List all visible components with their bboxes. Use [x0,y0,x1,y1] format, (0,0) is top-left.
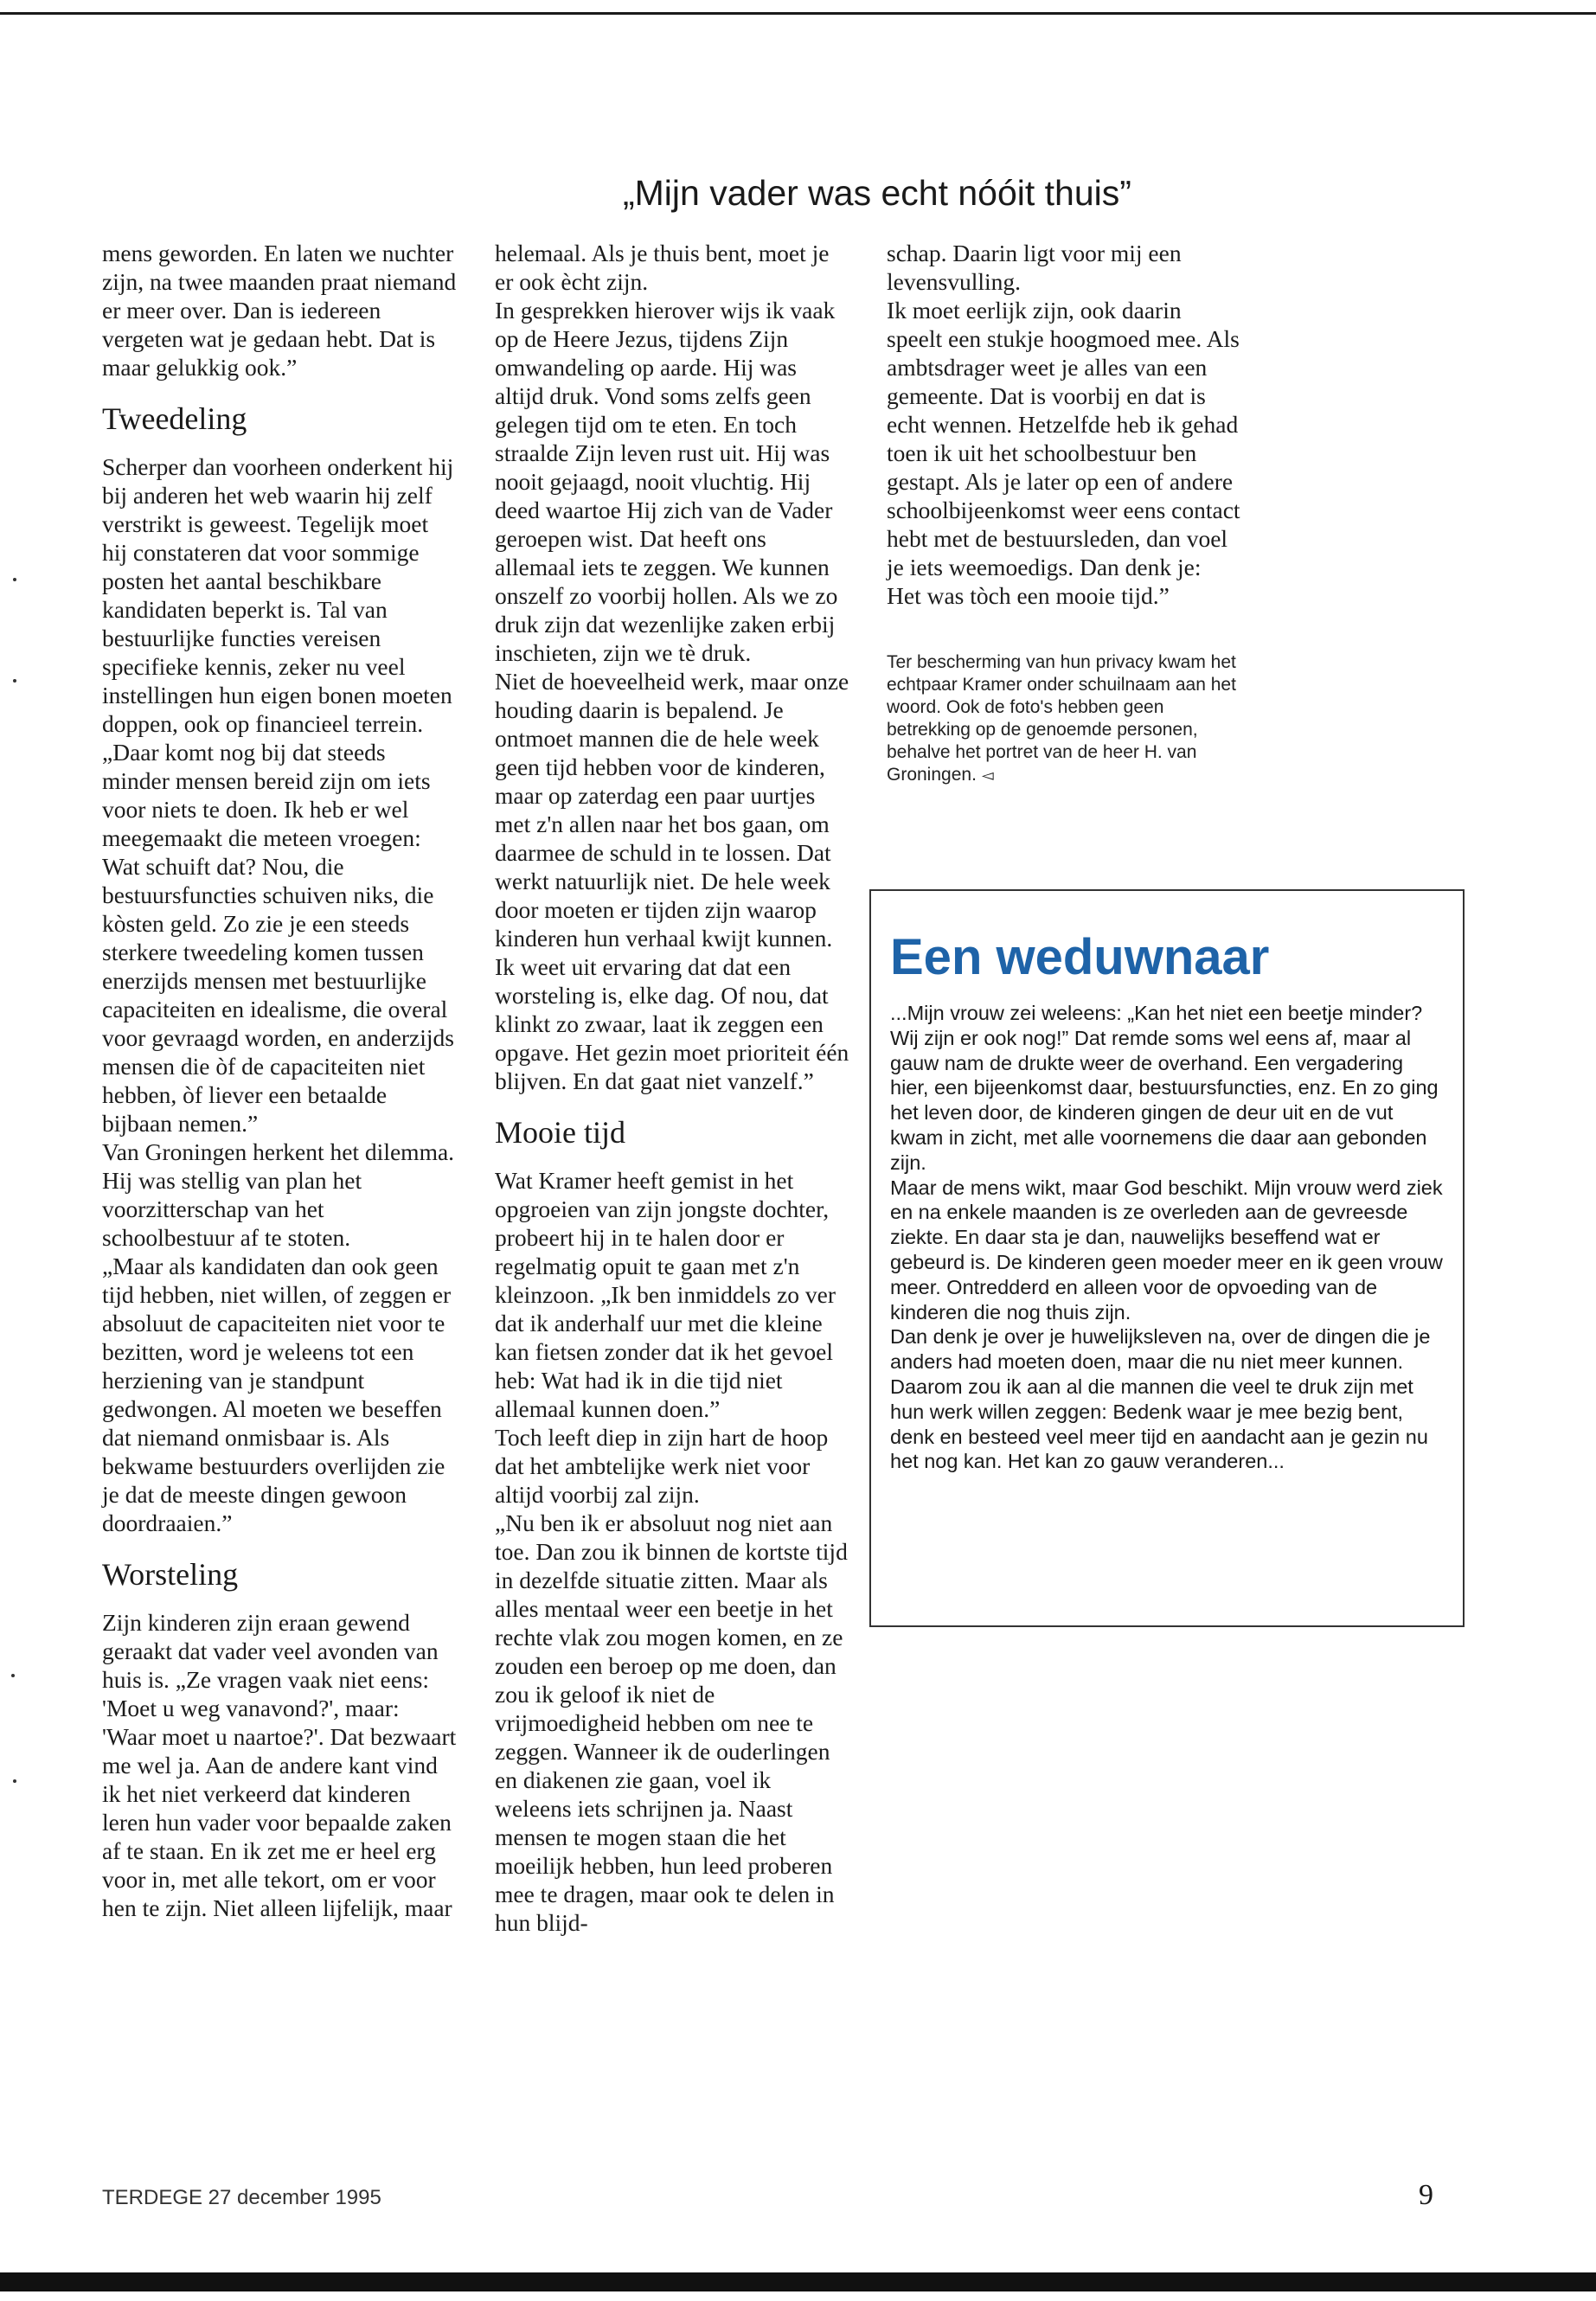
section-heading-mooie-tijd: Mooie tijd [495,1115,625,1150]
column-3 [887,239,1241,786]
article-headline: „Mijn vader was echt nóóit thuis” [623,173,1131,213]
paragraph: „Daar komt nog bij dat steeds minder mensen bereid zijn om iets voor niets te doen. Ik heb er wel meegemaakt die meteen vroegen: Wat schuift dat? Nou, die bestuursfuncties schuiven niks, die kòsten geld. Zo zie je een steeds sterkere tweedeling komen tussen enerzijds mensen met bestuurlijke capaciteiten en idealisme, die overal voor gevraagd worden, en anderzijds mensen die òf de capaciteiten niet hebben, òf liever een betaalde bijbaan nemen.” [102,739,454,1137]
section-heading-worsteling: Worsteling [102,1557,239,1592]
paragraph: „Nu ben ik er absoluut nog niet aan toe. Dan zou ik binnen de kortste tijd in dezelfde situatie zitten. Maar als alles mentaal weer een beetje in het rechte vlak zou mogen komen, en ze zouden een beroep op me doen, dan zou ik geloof ik niet de vrijmoedigheid hebben om nee te zeggen. Wanneer ik de ouderlingen en diakenen zie gaan, voel ik weleens iets schrijnen ja. Naast mensen te mogen staan die het moeilijk hebben, hun leed proberen mee te dragen, maar ook te delen in hun blijd- [495,1509,848,1936]
section-heading-tweedeling: Tweedeling [102,401,247,436]
paragraph: In gesprekken hierover wijs ik vaak op de Heere Jezus, tijdens Zijn omwandeling op aarde. Hij was altijd druk. Vond soms zelfs geen gelegen tijd om te eten. En toch straalde Zijn leven rust uit. Hij was nooit gejaagd, nooit vluchtig. Hij deed waartoe Hij zich van de Vader geroepen wist. Dat heeft ons allemaal iets te zeggen. We kunnen onszelf zo voorbij hollen. Als we zo druk zijn dat wezenlijke zaken erbij inschieten, zijn we tè druk. [495,297,838,666]
publication-footer: TERDEGE 27 december 1995 [102,2186,381,2209]
sidebar-box [869,889,1465,1627]
paragraph: „Maar als kandidaten dan ook geen tijd hebben, niet willen, of zeggen er absoluut de capaciteiten niet voor te bezitten, word je weleens tot een herziening van je standpunt gedwongen. Al moeten we beseffen dat niemand onmisbaar is. Als bekwame bestuurders overlijden zie je dat de meeste dingen gewoon doordraaien.” [102,1253,452,1536]
scan-speck [13,578,16,581]
scan-speck [11,1674,15,1677]
paragraph: schap. Daarin ligt voor mij een levensvulling. [887,240,1182,295]
caption-text: Ter bescherming van hun privacy kwam het echtpaar Kramer onder schuilnaam aan het woord. Ook de foto's hebben geen betrekking op de genoemde personen, behalve het portret van de heer H. van Groningen. [887,652,1236,785]
paragraph: Toch leeft diep in zijn hart de hoop dat het ambtelijke werk niet voor altijd voorbij zal zijn. [495,1424,829,1508]
paragraph: mens geworden. En laten we nuchter zijn, na twee maanden praat niemand er meer over. Dan is iedereen vergeten wat je gedaan hebt. Dat is maar gelukkig ook.” [102,240,457,381]
paragraph: Scherper dan voorheen onderkent hij bij anderen het web waarin hij zelf verstrikt is geweest. Tegelijk moet hij constateren dat voor sommige posten het aantal beschikbare kandidaten beperkt is. Tal van bestuurlijke functies vereisen specifieke kennis, zeker nu veel instellingen hun eigen bonen moeten doppen, ook op financieel terrein. [102,453,454,737]
paragraph: helemaal. Als je thuis bent, moet je er ook ècht zijn. [495,240,830,295]
sidebar-paragraph: Dan denk je over je huwelijksleven na, over de dingen die je anders had moeten doen, maar die nu niet meer kunnen. Daarom zou ik aan al die mannen die veel te druk zijn met hun werk willen zeggen: Bedenk waar je mee bezig bent, denk en besteed veel meer tijd en aandacht aan je gezin nu het nog kan. Het kan zo gauw veranderen... [890,1325,1431,1473]
bottom-rule [0,2272,1596,2291]
paragraph: Zijn kinderen zijn eraan gewend geraakt dat vader veel avonden van huis is. „Ze vragen vaak niet eens: 'Moet u weg vanavond?', maar: 'Waar moet u naartoe?'. Dat bezwaart me wel ja. Aan de andere kant vind ik het niet verkeerd dat kinderen leren hun vader voor bepaalde zaken af te staan. En ik zet me er heel erg voor in, met alle tekort, om er voor hen te zijn. Niet alleen lijfelijk, maar [102,1609,457,1921]
sidebar-paragraph: Maar de mens wikt, maar God beschikt. Mijn vrouw werd ziek en na enkele maanden is ze overleden aan de gevreesde ziekte. En daar sta je dan, nauwelijks beseffend wat er gebeurd is. De kinderen geen moeder meer en ik geen vrouw meer. Ontredderd en alleen voor de opvoeding van de kinderen die nog thuis zijn. [890,1176,1443,1324]
paragraph: Van Groningen herkent het dilemma. Hij was stellig van plan het voorzitterschap van het schoolbestuur af te stoten. [102,1138,455,1251]
sidebar-title: Een weduwnaar [890,929,1270,985]
scan-speck [13,679,16,683]
column-1 [102,239,457,1922]
top-rule [0,12,1596,15]
sidebar-paragraph: ...Mijn vrouw zei weleens: „Kan het niet een beetje minder? Wij zijn er ook nog!” Dat remde soms wel eens af, maar al gauw nam de drukte weer de overhand. Een vergadering hier, een bijeenkomst daar, bestuursfuncties, enz. En zo ging het leven door, de kinderen gingen de deur uit en de vut kwam in zicht, met alle voornemens die daar aan gebonden zijn. [890,1002,1439,1174]
scan-speck [13,1779,16,1783]
page-number: 9 [1419,2179,1433,2211]
paragraph: Ik moet eerlijk zijn, ook daarin speelt een stukje hoogmoed mee. Als ambtsdrager weet je alles van een gemeente. Dat is voorbij en dat is echt wennen. Hetzelfde heb ik gehad toen ik uit het schoolbestuur ben gestapt. Als je later op een of andere schoolbijeenkomst weer eens contact hebt met de bestuursleden, dan voel je iets weemoedigs. Dan denk je: Het was tòch een mooie tijd.” [887,297,1240,609]
column-2 [495,239,849,1937]
paragraph: Niet de hoeveelheid werk, maar onze houding daarin is bepalend. Je ontmoet mannen die de hele week geen tijd hebben voor de kinderen, maar op zaterdag een paar uurtjes met z'n allen naar het bos gaan, om daarmee de schuld in te lossen. Dat werkt natuurlijk niet. De hele week door moeten er tijden zijn waarop kinderen hun verhaal kwijt kunnen. Ik weet uit ervaring dat dat een worsteling is, elke dag. Of nou, dat klinkt zo zwaar, laat ik zeggen een opgave. Het gezin moet prioriteit één blijven. En dat gaat niet vanzelf.” [495,668,849,1094]
end-mark-icon: ◅ [981,766,994,784]
photo-caption [887,651,1241,786]
paragraph: Wat Kramer heeft gemist in het opgroeien van zijn jongste dochter, probeert hij in te halen door er regelmatig opuit te gaan met z'n kleinzoon. „Ik ben inmiddels zo ver dat ik anderhalf uur met die kleine kan fietsen zonder dat ik het gevoel heb: Wat had ik in die tijd niet allemaal kunnen doen.” [495,1167,836,1422]
